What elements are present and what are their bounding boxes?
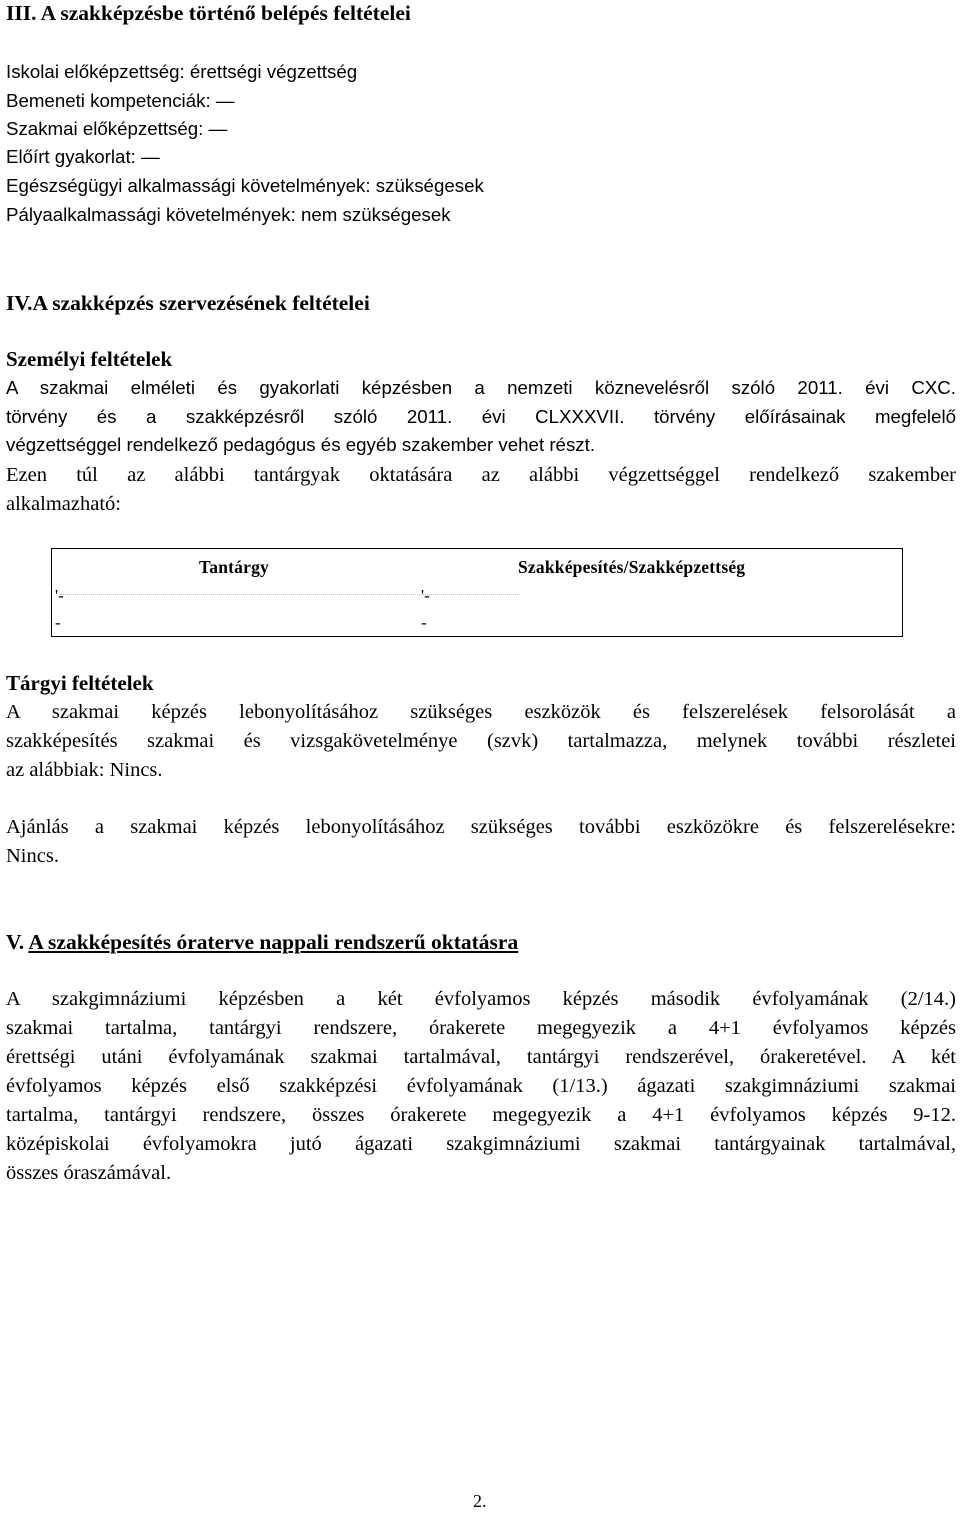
material-conditions-heading: Tárgyi feltételek	[6, 671, 154, 695]
curriculum-line-4: évfolyamos képzés első szakképzési évfolyamának (1/13.) ágazati szakgimnáziumi szakmai	[6, 1075, 956, 1097]
recommendation-line-1: Ajánlás a szakmai képzés lebonyolításához szükséges további eszközökre és felszerelésekre:	[6, 816, 956, 838]
section-5-heading-text: A szakképesítés óraterve nappali rendszerű oktatásra	[28, 930, 519, 954]
curriculum-line-7: összes óraszámával.	[6, 1162, 172, 1184]
curriculum-line-2: szakmai tartalma, tantárgyi rendszere, órakerete megegyezik a 4+1 évfolyamos képzés	[6, 1017, 956, 1039]
material-conditions-line-1: A szakmai képzés lebonyolításához szükséges eszközök és felszerelések felsorolását a	[6, 701, 956, 723]
entry-prerequisite: Iskolai előképzettség: érettségi végzettség	[6, 61, 358, 82]
extra-conditions-line-1: Ezen túl az alábbi tantárgyak oktatására az alábbi végzettséggel rendelkező szakember	[6, 464, 956, 486]
material-conditions-line-3: az alábbiak: Nincs.	[6, 759, 163, 781]
curriculum-line-1: A szakgimnáziumi képzésben a két évfolyamos képzés második évfolyamának (2/14.)	[6, 988, 956, 1010]
entry-practice: Előírt gyakorlat: —	[6, 146, 160, 167]
extra-conditions-line-2: alkalmazható:	[6, 493, 121, 515]
table-header-subject: Tantárgy	[199, 557, 269, 577]
recommendation-line-2: Nincs.	[6, 845, 59, 867]
table-cell-r2-c1: -	[55, 613, 61, 632]
subject-qualification-table	[51, 548, 903, 637]
section-5-heading: V. A szakképesítés óraterve nappali rendszerű oktatásra	[6, 930, 519, 954]
curriculum-line-3: érettségi utáni évfolyamának szakmai tartalmával, tantárgyi rendszerével, órakeretével. A két	[6, 1046, 956, 1068]
table-cell-r2-c2: -	[421, 613, 427, 632]
curriculum-line-6: középiskolai évfolyamokra jutó ágazati szakgimnáziumi szakmai tantárgyainak tartalmával,	[6, 1133, 956, 1155]
table-cell-r1-c2: '-	[421, 586, 430, 605]
entry-competencies: Bemeneti kompetenciák: —	[6, 90, 235, 111]
material-conditions-line-2: szakképesítés szakmai és vizsgakövetelménye (szvk) tartalmazza, melynek további részletei	[6, 730, 956, 752]
personal-conditions-heading: Személyi feltételek	[6, 347, 173, 371]
personal-conditions-line-1: A szakmai elméleti és gyakorlati képzésben a nemzeti köznevelésről szóló 2011. évi CXC.	[6, 377, 956, 398]
table-cell-r1-c1: '-	[55, 586, 64, 605]
curriculum-line-5: tartalma, tantárgyi rendszere, összes órakerete megegyezik a 4+1 évfolyamos képzés 9-12.	[6, 1104, 956, 1126]
section-4-heading: IV.A szakképzés szervezésének feltételei	[6, 291, 370, 315]
table-header-qualification: Szakképesítés/Szakképzettség	[518, 557, 746, 577]
entry-career-requirements: Pályaalkalmassági követelmények: nem szükségesek	[6, 204, 451, 225]
entry-health-requirements: Egészségügyi alkalmassági követelmények: szükségesek	[6, 175, 484, 196]
section-3-heading: III. A szakképzésbe történő belépés feltételei	[6, 1, 411, 25]
personal-conditions-line-3: végzettséggel rendelkező pedagógus és egyéb szakember vehet részt.	[6, 434, 596, 455]
entry-professional-prerequisite: Szakmai előképzettség: —	[6, 118, 228, 139]
page-number: 2.	[473, 1491, 487, 1511]
table-row-divider	[60, 594, 520, 595]
personal-conditions-line-2: törvény és a szakképzésről szóló 2011. évi CLXXXVII. törvény előírásainak megfelelő	[6, 406, 956, 427]
